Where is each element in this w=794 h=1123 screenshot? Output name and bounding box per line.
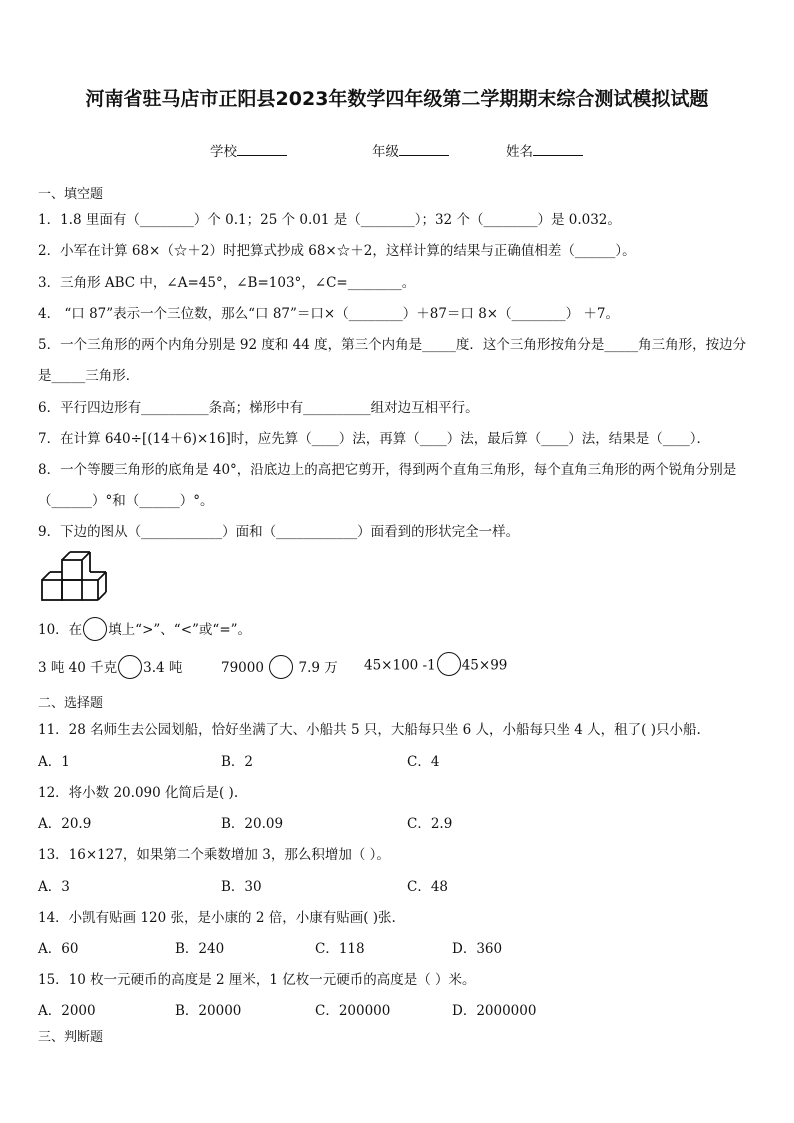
question-14: 14．小凯有贴画 120 张，是小康的 2 倍，小康有贴画( )张.: [38, 910, 396, 926]
q14-option-d[interactable]: D．360: [452, 941, 503, 957]
q12-option-a[interactable]: A．20.9: [38, 816, 92, 832]
question-9: 9．下边的图从（____________）面和（____________）面看到的形状完全一样。: [38, 524, 520, 540]
q13-option-b[interactable]: B．30: [221, 879, 262, 895]
q13-option-c[interactable]: C．48: [407, 879, 449, 895]
question-7: 7．在计算 640÷[(14＋6)×16]时，应先算（____）法，再算（____）法，最后算（____）法，结果是（____）．: [38, 431, 711, 447]
question-2: 2．小军在计算 68×（☆＋2）时把算式抄成 68×☆＋2，这样计算的结果与正确值相差（______）。: [38, 243, 636, 259]
name-field: [506, 140, 583, 160]
section-judge: 三、判断题: [38, 1030, 104, 1045]
blank-circle[interactable]: [83, 617, 107, 641]
school-field: [210, 140, 287, 160]
page-title: 河南省驻马店市正阳县2023年数学四年级第二学期期末综合测试模拟试题: [85, 88, 709, 110]
compare-2-circle[interactable]: [269, 655, 293, 679]
q15-option-b[interactable]: B．20000: [175, 1003, 242, 1019]
q11-option-a[interactable]: A．1: [38, 754, 70, 770]
compare-3-circle[interactable]: [437, 652, 461, 676]
compare-3-left: 45×100 -1: [364, 657, 436, 674]
q15-option-d[interactable]: D．2000000: [452, 1003, 537, 1019]
q14-option-b[interactable]: B．240: [175, 941, 225, 957]
question-8-line1: 8．一个等腰三角形的底角是 40°，沿底边上的高把它剪开，得到两个直角三角形，每个直角三角形的两个锐角分别是: [38, 462, 737, 478]
question-8-line2: （______）°和（______）°。: [38, 493, 214, 509]
q14-option-c[interactable]: C．118: [315, 941, 365, 957]
question-10: [38, 618, 251, 641]
question-5-line1: 5．一个三角形的两个内角分别是 92 度和 44 度，第三个内角是_____度．这个三角形按角分是_____角三角形，按边分: [38, 337, 747, 353]
section-fill-in: 一、填空题: [38, 187, 104, 202]
compare-1-right: 3.4 吨: [143, 660, 183, 676]
question-10-suffix: 填上“>”、“<”或“=”。: [108, 622, 252, 638]
grade-blank[interactable]: [399, 141, 449, 156]
q12-option-c[interactable]: C．2.9: [407, 816, 453, 832]
compare-item-1: [38, 656, 182, 679]
question-15: 15．10 枚一元硬币的高度是 2 厘米，1 亿枚一元硬币的高度是（ ）米。: [38, 972, 476, 988]
compare-1-circle[interactable]: [118, 655, 142, 679]
q14-option-a[interactable]: A．60: [38, 941, 79, 957]
question-4: 4． “口 87”表示一个三位数，那么“口 87”＝口×（________）＋87＝口 8×（________） ＋7。: [38, 306, 619, 322]
question-1: 1．1.8 里面有（________）个 0.1；25 个 0.01 是（________）；32 个（________）是 0.032。: [38, 212, 621, 228]
question-6: 6．平行四边形有__________条高；梯形中有__________组对边互相平行。: [38, 400, 479, 416]
q12-option-b[interactable]: B．20.09: [221, 816, 284, 832]
compare-item-3: [364, 656, 507, 676]
grade-label: 年级: [372, 144, 399, 160]
cube-stack-figure: [38, 548, 110, 606]
q13-option-a[interactable]: A．3: [38, 879, 70, 895]
q15-option-c[interactable]: C．200000: [315, 1003, 391, 1019]
q11-option-c[interactable]: C．4: [407, 754, 440, 770]
name-label: 姓名: [506, 144, 533, 160]
compare-3-right: 45×99: [461, 657, 508, 674]
school-label: 学校: [210, 144, 237, 160]
compare-2-left: 79000: [221, 660, 264, 676]
name-blank[interactable]: [533, 141, 583, 156]
q11-option-b[interactable]: B．2: [221, 754, 254, 770]
question-10-prefix: 10．在: [38, 622, 83, 638]
question-3: 3．三角形 ABC 中，∠A=45°，∠B=103°，∠C=________。: [38, 275, 416, 291]
question-13: 13．16×127，如果第二个乘数增加 3，那么积增加（ ）。: [38, 847, 390, 863]
compare-item-2: [221, 656, 338, 679]
school-blank[interactable]: [237, 141, 287, 156]
question-5-line2: 是_____三角形．: [38, 368, 140, 384]
grade-field: [372, 140, 449, 160]
q15-option-a[interactable]: A．2000: [38, 1003, 96, 1019]
compare-1-left: 3 吨 40 千克: [38, 660, 118, 676]
section-choice: 二、选择题: [38, 696, 104, 711]
question-11: 11．28 名师生去公园划船，恰好坐满了大、小船共 5 只，大船每只坐 6 人，小船每只坐 4 人，租了( )只小船.: [38, 722, 701, 738]
compare-2-right: 7.9 万: [298, 660, 338, 676]
question-12: 12．将小数 20.090 化简后是( ).: [38, 785, 239, 801]
